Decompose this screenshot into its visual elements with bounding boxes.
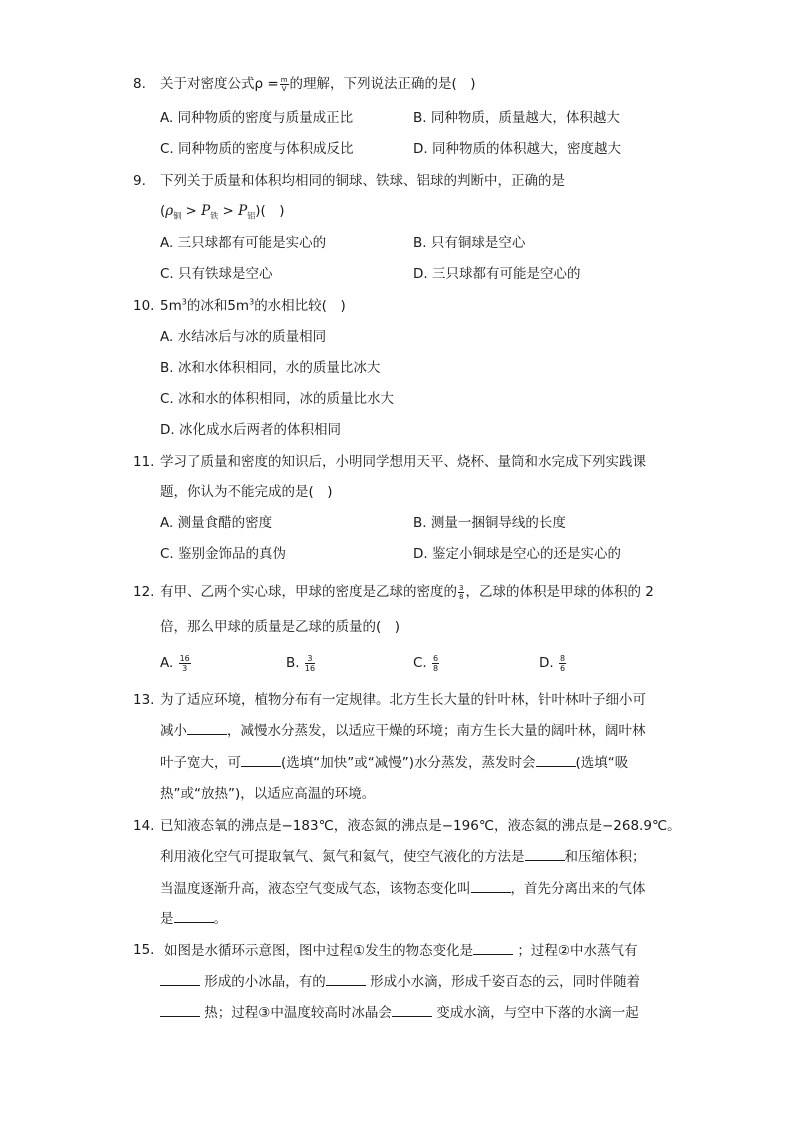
question-stem-line-1: 已知液态氧的沸点是−183℃，液态氮的沸点是−196℃，液态氦的沸点是−268.9℃。 (160, 818, 681, 834)
option-c[interactable]: C. 冰和水的体积相同，冰的质量比水大 (160, 391, 395, 407)
option-b[interactable]: B. 同种物质，质量越大，体积越大 (413, 110, 620, 126)
answer-blank[interactable] (536, 752, 576, 767)
question-stem-line-4: 是 。 (160, 908, 227, 929)
option-a[interactable]: A. $\frac{16}{3}$ (160, 653, 190, 673)
question-condition: $(\rho_铜 > P_铁 > P_铝)$( ) (160, 203, 285, 221)
option-c[interactable]: C. 只有铁球是空心 (160, 266, 273, 282)
question-number: 11. (133, 454, 155, 470)
answer-blank[interactable] (174, 908, 214, 923)
question-stem-line-2: 减小 ，减慢水分蒸发，以适应干燥的环境；南方生长大量的阔叶林，阔叶林 (160, 720, 646, 741)
option-d[interactable]: D. 三只球都有可能是空心的 (413, 266, 581, 282)
question-number: 9. (133, 173, 146, 189)
option-b[interactable]: B. 测量一捆铜导线的长度 (413, 515, 566, 531)
answer-blank[interactable] (471, 878, 511, 893)
question-stem-line-3: 热；过程③中温度较高时冰晶会 变成水滴，与空中下落的水滴一起 (160, 1002, 639, 1023)
formula-fraction: $\frac{m}{V}$ (280, 75, 288, 93)
question-stem-line-3: 叶子宽大，可 (选填“加快”或“减慢”)水分蒸发，蒸发时会 (选填“吸 (160, 752, 628, 773)
option-c[interactable]: C. $\frac{6}{8}$ (413, 653, 439, 673)
question-stem: $5m^3$的冰和$5m^3$的水相比较( ) (160, 297, 346, 314)
question-stem-line-2: 倍，那么甲球的质量是乙球的质量的( ) (160, 619, 401, 635)
question-stem-line-1: 为了适应环境，植物分布有一定规律。北方生长大量的针叶林，针叶林叶子细小可 (160, 692, 646, 708)
question-stem-line-1: 如图是水循环示意图，图中过程①发生的物态变化是 ；过程②中水蒸气有 (164, 940, 638, 961)
question-number: 12. (133, 584, 155, 600)
question-number: 8. (133, 76, 146, 92)
option-a[interactable]: A. 测量食醋的密度 (160, 515, 273, 531)
option-c[interactable]: C. 同种物质的密度与体积成反比 (160, 141, 354, 157)
question-stem-line-4: 热”或“放热”)，以适应高温的环境。 (160, 786, 376, 802)
option-b[interactable]: B. $\frac{3}{16}$ (286, 653, 316, 673)
option-d[interactable]: D. 冰化成水后两者的体积相同 (160, 422, 341, 438)
option-d[interactable]: D. 鉴定小铜球是空心的还是实心的 (413, 546, 621, 562)
question-number: 10. (133, 298, 155, 314)
option-b[interactable]: B. 冰和水体积相同，水的质量比冰大 (160, 360, 381, 376)
question-stem-line-1: 有甲、乙两个实心球，甲球的密度是乙球的密度的 $\frac{3}{8}$ ，乙球的体积是甲球的体积的 2 (160, 583, 654, 601)
fraction: $\frac{3}{8}$ (459, 583, 464, 601)
question-stem-line-2: 题，你认为不能完成的是( ) (160, 484, 333, 500)
question-number: 15. (133, 942, 155, 958)
answer-blank[interactable] (392, 1002, 432, 1017)
answer-blank[interactable] (187, 720, 227, 735)
question-stem-line-2: 利用液化空气可提取氧气、氮气和氦气，使空气液化的方法是 和压缩体积； (160, 846, 646, 867)
option-a[interactable]: A. 同种物质的密度与质量成正比 (160, 110, 354, 126)
question-stem: 关于对密度公式ρ = $\frac{m}{V}$ 的理解，下列说法正确的是( ) (160, 75, 476, 93)
answer-blank[interactable] (160, 1002, 200, 1017)
answer-blank[interactable] (473, 940, 513, 955)
question-stem-line-2: 形成的小冰晶，有的 形成小水滴，形成千姿百态的云，同时伴随着 (160, 971, 640, 992)
answer-blank[interactable] (525, 846, 565, 861)
answer-blank[interactable] (160, 971, 200, 986)
question-stem: 下列关于质量和体积均相同的铜球、铁球、铝球的判断中，正确的是 (160, 173, 565, 189)
answer-blank[interactable] (241, 752, 281, 767)
answer-blank[interactable] (326, 971, 366, 986)
option-a[interactable]: A. 水结冰后与冰的质量相同 (160, 329, 327, 345)
option-a[interactable]: A. 三只球都有可能是实心的 (160, 235, 327, 251)
question-number: 14. (133, 818, 155, 834)
question-stem-line-3: 当温度逐渐升高，液态空气变成气态，该物态变化叫 ，首先分离出来的气体 (160, 878, 646, 899)
option-d[interactable]: D. $\frac{8}{6}$ (539, 653, 566, 673)
question-stem-line-1: 学习了质量和密度的知识后，小明同学想用天平、烧杯、量筒和水完成下列实践课 (160, 454, 646, 470)
question-number: 13. (133, 692, 155, 708)
option-b[interactable]: B. 只有铜球是空心 (413, 235, 526, 251)
option-c[interactable]: C. 鉴别金饰品的真伪 (160, 546, 287, 562)
option-d[interactable]: D. 同种物质的体积越大，密度越大 (413, 141, 621, 157)
